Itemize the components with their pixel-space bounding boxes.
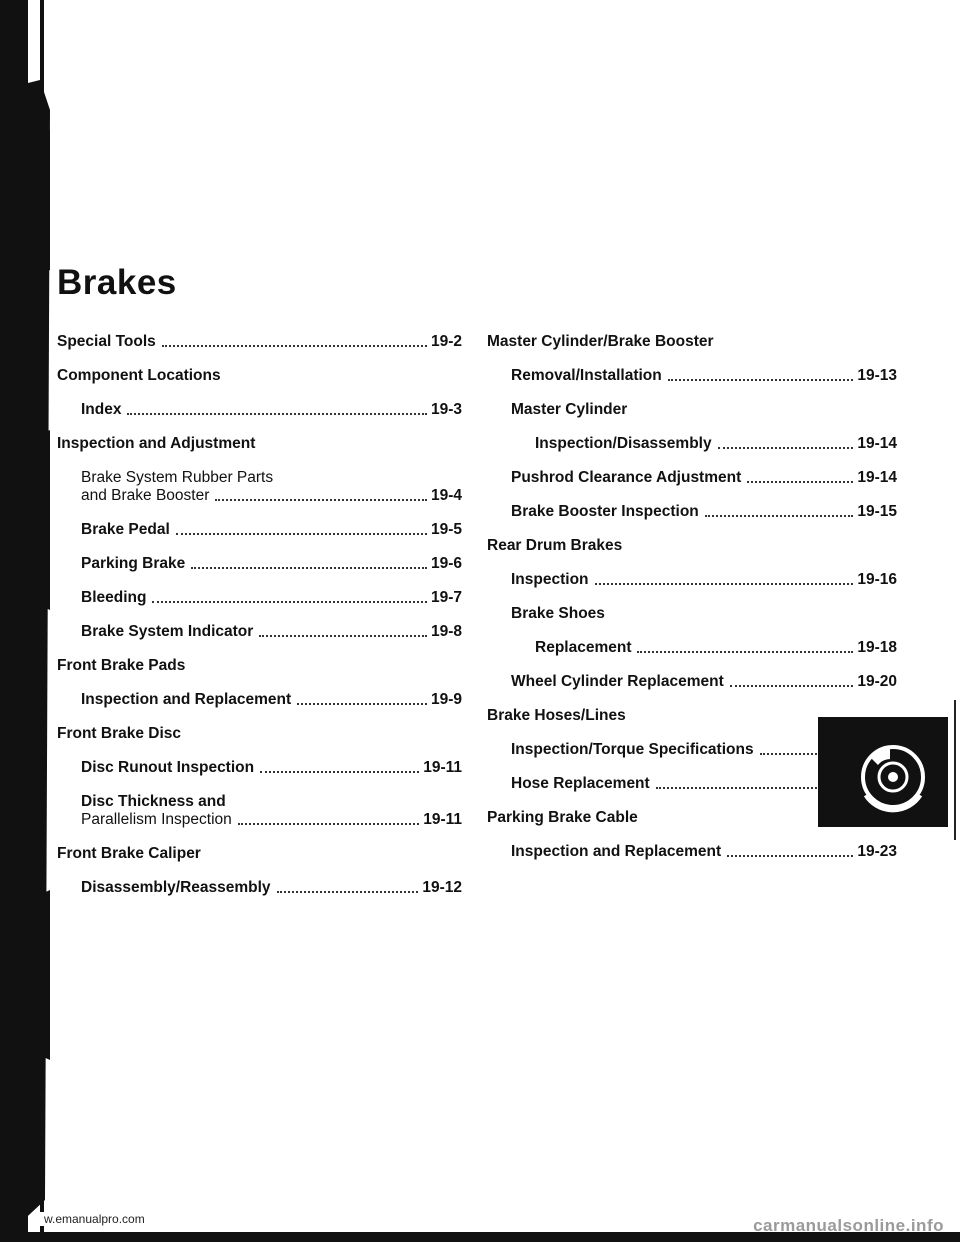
dot-leader bbox=[152, 601, 427, 603]
toc-entry[interactable] bbox=[487, 673, 897, 707]
toc-entry-title: Hose Replacement bbox=[511, 775, 650, 792]
toc-entry-title: Pushrod Clearance Adjustment bbox=[511, 469, 742, 486]
section-tab-divider bbox=[954, 700, 956, 840]
toc-entry-title: Removal/Installation bbox=[511, 367, 662, 384]
toc-entry[interactable] bbox=[57, 333, 462, 367]
toc-entry[interactable] bbox=[57, 691, 462, 725]
toc-entry[interactable] bbox=[57, 401, 462, 435]
toc-entry-title: Inspection/Disassembly bbox=[535, 435, 712, 452]
toc-entry-title: Parking Brake Cable bbox=[487, 809, 638, 826]
dot-leader bbox=[668, 379, 854, 381]
dot-leader bbox=[259, 635, 427, 637]
toc-page-number: 19-16 bbox=[857, 571, 897, 588]
page-title: Brakes bbox=[57, 263, 177, 302]
dot-leader bbox=[215, 499, 427, 501]
toc-entry-title: Special Tools bbox=[57, 333, 156, 350]
toc-entry[interactable] bbox=[487, 537, 897, 571]
toc-page-number: 19-5 bbox=[430, 521, 462, 538]
toc-entry-title: Wheel Cylinder Replacement bbox=[511, 673, 724, 690]
toc-entry-title: Inspection bbox=[511, 571, 589, 588]
toc-page-number: 19-14 bbox=[857, 435, 897, 452]
toc-page-number: 19-14 bbox=[857, 469, 897, 486]
toc-entry-title: Brake System Indicator bbox=[81, 623, 254, 640]
dot-leader bbox=[238, 823, 419, 825]
toc-entry[interactable] bbox=[57, 521, 462, 555]
toc-entry-title: Master Cylinder/Brake Booster bbox=[487, 333, 714, 350]
toc-entry-title: Brake System Rubber Parts bbox=[81, 469, 274, 486]
toc-entry-title: Inspection and Adjustment bbox=[57, 435, 256, 452]
brake-disc-icon bbox=[818, 717, 948, 827]
toc-entry-title: Component Locations bbox=[57, 367, 221, 384]
toc-entry-title: Disc Runout Inspection bbox=[81, 759, 255, 776]
toc-entry-title-continued: Parallelism Inspection bbox=[81, 811, 232, 828]
toc-page-number: 19-13 bbox=[857, 367, 897, 384]
toc-entry-title: Master Cylinder bbox=[511, 401, 628, 418]
toc-page-number: 19-6 bbox=[430, 555, 462, 572]
toc-entry-title: Inspection and Replacement bbox=[511, 843, 722, 860]
dot-leader bbox=[260, 771, 419, 773]
dot-leader bbox=[747, 481, 853, 483]
dot-leader bbox=[277, 891, 419, 893]
dot-leader bbox=[127, 413, 426, 415]
toc-entry-title: Disassembly/Reassembly bbox=[81, 879, 271, 896]
toc-entry[interactable] bbox=[57, 469, 462, 521]
toc-page-number: 19-3 bbox=[430, 401, 462, 418]
toc-page-number: 19-8 bbox=[430, 623, 462, 640]
toc-page-number: 19-7 bbox=[430, 589, 462, 606]
toc-page-number: 19-2 bbox=[430, 333, 462, 350]
toc-entry-title: Bleeding bbox=[81, 589, 147, 606]
dot-leader bbox=[595, 583, 854, 585]
dot-leader bbox=[727, 855, 853, 857]
toc-entry[interactable] bbox=[57, 793, 462, 845]
toc-page-number: 19-4 bbox=[430, 487, 462, 504]
toc-entry[interactable] bbox=[57, 367, 462, 401]
dot-leader bbox=[176, 533, 427, 535]
toc-entry[interactable] bbox=[487, 605, 897, 639]
toc-entry-title-continued: and Brake Booster bbox=[81, 487, 210, 504]
toc-page-number: 19-9 bbox=[430, 691, 462, 708]
toc-entry[interactable] bbox=[487, 639, 897, 673]
toc-page-number: 19-23 bbox=[857, 843, 897, 860]
toc-entry-title: Inspection/Torque Specifications bbox=[511, 741, 754, 758]
toc-entry[interactable] bbox=[487, 435, 897, 469]
toc-entry[interactable] bbox=[487, 367, 897, 401]
toc-page-number: 19-15 bbox=[857, 503, 897, 520]
toc-entry[interactable] bbox=[57, 555, 462, 589]
watermark: carmanualsonline.info bbox=[753, 1216, 944, 1235]
toc-entry-title: Brake Booster Inspection bbox=[511, 503, 699, 520]
toc-entry[interactable] bbox=[487, 843, 897, 877]
dot-leader bbox=[705, 515, 854, 517]
toc-entry[interactable] bbox=[487, 469, 897, 503]
toc-entry-title: Brake Shoes bbox=[511, 605, 605, 622]
toc-entry[interactable] bbox=[57, 589, 462, 623]
toc-entry-title: Replacement bbox=[535, 639, 632, 656]
toc-page-number: 19-12 bbox=[422, 879, 462, 896]
toc-entry[interactable] bbox=[57, 845, 462, 879]
toc-entry[interactable] bbox=[487, 571, 897, 605]
dot-leader bbox=[162, 345, 427, 347]
toc-entry-title: Disc Thickness and bbox=[81, 793, 226, 810]
toc-entry[interactable] bbox=[57, 759, 462, 793]
toc-page-number: 19-20 bbox=[857, 673, 897, 690]
footer-url[interactable]: w.emanualpro.com bbox=[40, 1212, 149, 1226]
toc-entry-title: Inspection and Replacement bbox=[81, 691, 292, 708]
toc-entry[interactable] bbox=[57, 725, 462, 759]
toc-entry[interactable] bbox=[487, 401, 897, 435]
toc-entry[interactable] bbox=[487, 503, 897, 537]
toc-entry-title: Index bbox=[81, 401, 122, 418]
toc-entry[interactable] bbox=[57, 657, 462, 691]
binding-edge bbox=[0, 0, 50, 1242]
dot-leader bbox=[297, 703, 427, 705]
toc-page-number: 19-18 bbox=[857, 639, 897, 656]
toc-left-column bbox=[57, 333, 462, 913]
toc-entry-title: Brake Pedal bbox=[81, 521, 170, 538]
toc-page-number: 19-11 bbox=[423, 811, 462, 828]
dot-leader bbox=[730, 685, 854, 687]
toc-entry[interactable] bbox=[57, 435, 462, 469]
toc-entry-title: Front Brake Disc bbox=[57, 725, 182, 742]
toc-entry-title: Rear Drum Brakes bbox=[487, 537, 623, 554]
toc-entry[interactable] bbox=[487, 333, 897, 367]
toc-entry-title: Brake Hoses/Lines bbox=[487, 707, 626, 724]
toc-page-number: 19-11 bbox=[423, 759, 462, 776]
toc-entry[interactable] bbox=[57, 879, 462, 913]
toc-entry-title: Parking Brake bbox=[81, 555, 186, 572]
toc-entry[interactable] bbox=[57, 623, 462, 657]
toc-entry-title: Front Brake Pads bbox=[57, 657, 186, 674]
dot-leader bbox=[718, 447, 854, 449]
toc-entry-title: Front Brake Caliper bbox=[57, 845, 201, 862]
dot-leader bbox=[191, 567, 427, 569]
dot-leader bbox=[637, 651, 853, 653]
